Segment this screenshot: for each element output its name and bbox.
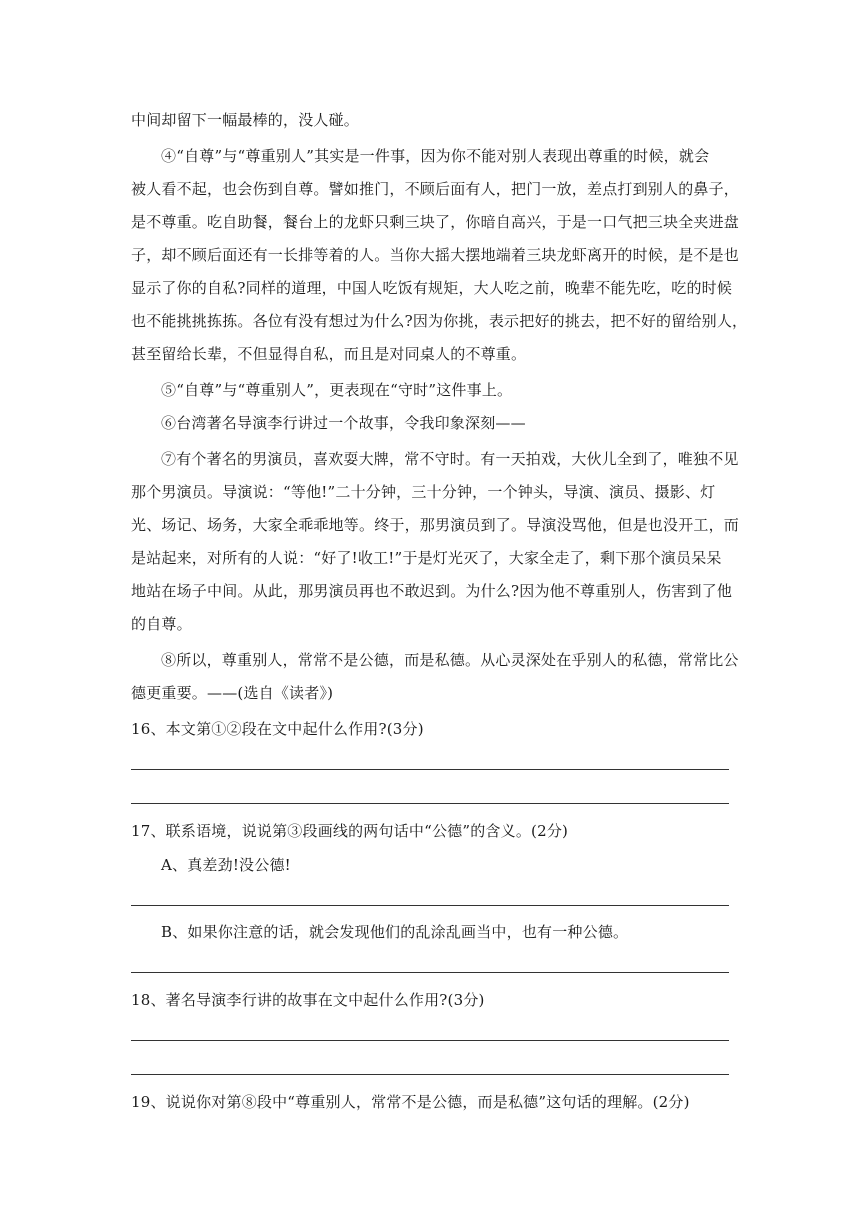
text-line: 的自尊。: [131, 615, 192, 633]
paragraph-8-line: ⑧所以，尊重别人，常常不是公德，而是私德。从心灵深处在乎别人的私德，常常比公: [161, 651, 739, 669]
answer-line[interactable]: [131, 905, 729, 906]
text-line: 中间却留下一幅最棒的，没人碰。: [131, 111, 360, 129]
answer-line[interactable]: [131, 803, 729, 804]
text-line: 那个男演员。导演说：“等他!”二十分钟，三十分钟，一个钟头，导演、演员、摄影、灯: [131, 483, 716, 501]
text-line: 地站在场子中间。从此，那男演员再也不敢迟到。为什么?因为他不尊重别人，伤害到了他: [131, 582, 733, 600]
answer-line[interactable]: [131, 1040, 729, 1041]
question-17-sentence-a: A、真差劲!没公德!: [161, 856, 291, 874]
paragraph-6-line: ⑥台湾著名导演李行讲过一个故事，令我印象深刻——: [161, 414, 526, 432]
answer-line[interactable]: [131, 972, 729, 973]
question-18: 18、著名导演李行讲的故事在文中起什么作用?(3分): [131, 991, 485, 1009]
paragraph-7-line: ⑦有个著名的男演员，喜欢耍大牌，常不守时。有一天拍戏，大伙儿全到了，唯独不见: [161, 450, 739, 468]
text-line: 是站起来，对所有的人说：“好了!收工!”于是灯光灭了，大家全走了，剩下那个演员呆呆: [131, 549, 722, 567]
text-line: 甚至留给长辈，不但显得自私，而且是对同桌人的不尊重。: [131, 345, 527, 363]
text-line: 子，却不顾后面还有一长排等着的人。当你大摇大摆地端着三块龙虾离开的时候，是不是也: [131, 246, 740, 264]
answer-line[interactable]: [131, 769, 729, 770]
text-line: 被人看不起，也会伤到自尊。譬如推门，不顾后面有人，把门一放，差点打到别人的鼻子，: [131, 180, 740, 198]
question-16: 16、本文第①②段在文中起什么作用?(3分): [131, 720, 424, 738]
text-line: 也不能挑挑拣拣。各位有没有想过为什么?因为你挑，表示把好的挑去，把不好的留给别人，: [131, 312, 748, 330]
question-19: 19、说说你对第⑧段中“尊重别人，常常不是公德，而是私德”这句话的理解。(2分): [131, 1093, 690, 1111]
answer-line[interactable]: [131, 1074, 729, 1075]
question-17-sentence-b: B、如果你注意的话，就会发现他们的乱涂乱画当中，也有一种公德。: [161, 923, 629, 941]
paragraph-5-line: ⑤“自尊”与“尊重别人”，更表现在“守时”这件事上。: [161, 381, 513, 399]
paragraph-4-line: ④“自尊”与“尊重别人”其实是一件事，因为你不能对别人表现出尊重的时候，就会: [161, 147, 710, 165]
text-line: 德更重要。——(选自《读者》): [131, 684, 334, 702]
question-17: 17、联系语境，说说第③段画线的两句话中“公德”的含义。(2分): [131, 822, 569, 840]
text-line: 光、场记、场务，大家全乖乖地等。终于，那男演员到了。导演没骂他，但是也没开工，而: [131, 516, 740, 534]
text-line: 是不尊重。吃自助餐，餐台上的龙虾只剩三块了，你暗自高兴，于是一口气把三块全夹进盘: [131, 213, 740, 231]
text-line: 显示了你的自私?同样的道理，中国人吃饭有规矩，大人吃之前，晚辈不能先吃，吃的时候: [131, 279, 733, 297]
